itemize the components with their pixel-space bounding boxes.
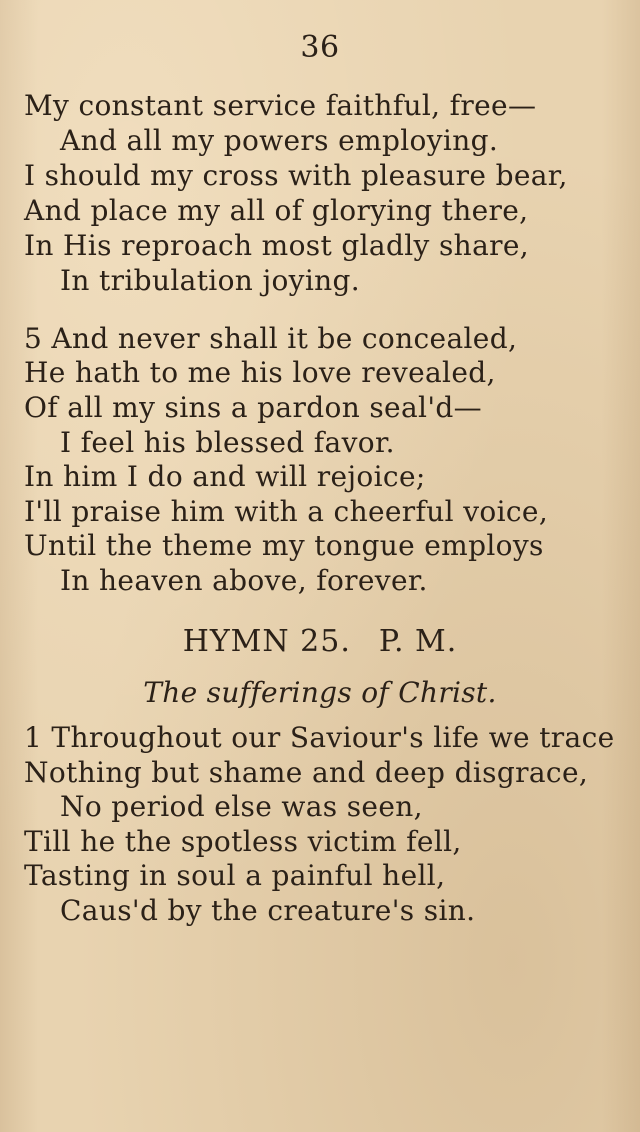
verse-line: No period else was seen, bbox=[60, 790, 423, 823]
verse-line: I feel his blessed favor. bbox=[60, 426, 395, 459]
verse-line: I'll praise him with a cheerful voice, bbox=[24, 495, 549, 528]
verse-line: 1 Throughout our Saviour's life we trace bbox=[24, 721, 615, 754]
hymn-subtitle: The sufferings of Christ. bbox=[143, 676, 497, 709]
verse-line: In him I do and will rejoice; bbox=[24, 460, 426, 493]
verse-line: Tasting in soul a painful hell, bbox=[24, 859, 446, 892]
verse-line: Until the theme my tongue employs bbox=[24, 529, 544, 562]
verse-line: Till he the spotless victim fell, bbox=[24, 825, 462, 858]
verse-line: He hath to me his love revealed, bbox=[24, 356, 496, 389]
verse-line: I should my cross with pleasure bear, bbox=[24, 159, 568, 192]
verse-line: In heaven above, forever. bbox=[60, 564, 428, 597]
verse-line: Of all my sins a pardon seal'd— bbox=[24, 391, 482, 424]
verse-line: And all my powers employing. bbox=[60, 124, 499, 157]
verse-line: And place my all of glorying there, bbox=[24, 194, 529, 227]
verse-line: 5 And never shall it be concealed, bbox=[24, 322, 518, 355]
verse-line: Nothing but shame and deep disgrace, bbox=[24, 756, 589, 789]
hymn-number: HYMN 25. bbox=[182, 624, 351, 659]
hymn-meter: P. M. bbox=[378, 624, 458, 659]
verse-line: In His reproach most gladly share, bbox=[24, 229, 530, 262]
verse-line: Caus'd by the creature's sin. bbox=[60, 894, 476, 927]
hymn-heading bbox=[0, 624, 640, 659]
verse-line: In tribulation joying. bbox=[60, 264, 361, 297]
verse-line: My constant service faithful, free— bbox=[24, 89, 537, 122]
page-number: 36 bbox=[300, 30, 340, 65]
